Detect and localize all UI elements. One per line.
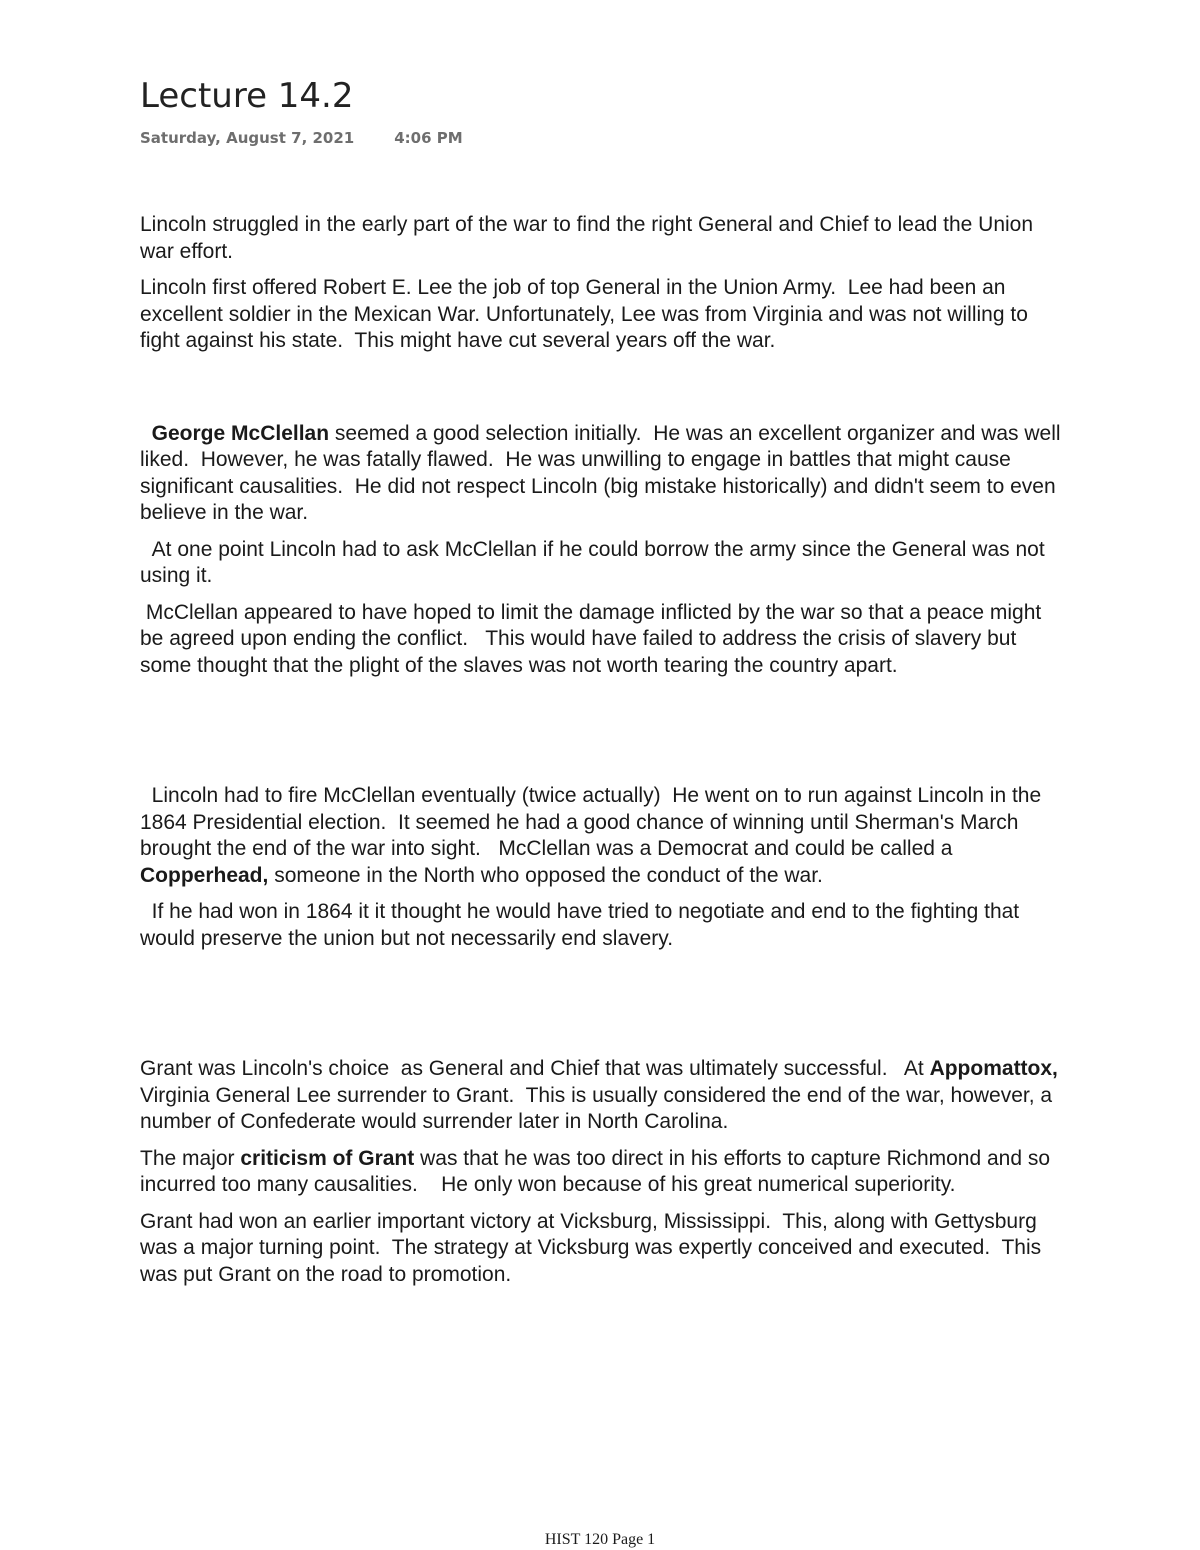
bold-term: criticism of Grant	[240, 1146, 415, 1170]
note-body	[140, 212, 1070, 1298]
paragraph	[140, 1056, 1070, 1136]
page-title: Lecture 14.2	[140, 76, 354, 116]
paragraph: Lincoln struggled in the early part of the war to find the right General and Chief to lead the Union war effort.	[140, 213, 1039, 263]
paragraph: At one point Lincoln had to ask McClellan if he could borrow the army since the General was not using it.	[140, 537, 1051, 587]
note-timestamp	[140, 126, 463, 150]
paragraph-text: was that he was too direct in his efforts to capture Richmond and so incurred too many causalities. He only won because of his great numerical superiority.	[140, 1146, 1056, 1196]
spacer	[140, 689, 1070, 783]
paragraph-text: The major	[140, 1146, 241, 1170]
spacer	[140, 962, 1070, 1056]
note-date: Saturday, August 7, 2021	[140, 129, 355, 147]
paragraph	[140, 421, 1070, 527]
bold-term: Appomattox,	[929, 1057, 1058, 1080]
page-footer: HIST 120 Page 1	[544, 1531, 656, 1548]
bold-term: George McClellan	[151, 421, 330, 445]
paragraph: Grant had won an earlier important victory at Vicksburg, Mississippi. This, along with Gettysburg was a major turning point. The strategy at Vicksburg was expertly conceived and executed. This was put Grant on the road to promotion.	[140, 1209, 1047, 1286]
paragraph-text	[140, 422, 152, 445]
bold-term: Copperhead,	[140, 863, 269, 887]
paragraph-text: Grant was Lincoln's choice as General and Chief that was ultimately successful. At	[140, 1057, 930, 1080]
note-time: 4:06 PM	[394, 129, 463, 147]
paragraph-text: seemed a good selection initially. He was an excellent organizer and was well liked. However, he was fatally flawed. He was unwilling to engage in battles that might cause significant causalities. He did not respect Lincoln (big mistake historically) and didn't seem to even believe in the war.	[140, 421, 1067, 524]
paragraph-text: someone in the North who opposed the conduct of the war.	[268, 863, 823, 887]
paragraph-text: Lincoln had to fire McClellan eventually (twice actually) He went on to run against Lincoln in the 1864 Presidential election. It seemed he had a good chance of winning until Sherman's March brought the end of the war into sight. McClellan was a Democrat and could be called a	[140, 784, 1047, 860]
paragraph: McClellan appeared to have hoped to limit the damage inflicted by the war so that a peace might be agreed upon ending the conflict. This would have failed to address the crisis of slavery but some thought that the plight of the slaves was not worth tearing the country apart.	[140, 600, 1048, 677]
paragraph: If he had won in 1864 it it thought he would have tried to negotiate and end to the fighting that would preserve the union but not necessarily end slavery.	[140, 900, 1025, 950]
paragraph	[140, 1146, 1070, 1199]
spacer	[140, 365, 1070, 421]
paragraph: Lincoln first offered Robert E. Lee the job of top General in the Union Army. Lee had been an excellent soldier in the Mexican War. Unfortunately, Lee was from Virginia and was not willing to fight against his state. This might have cut several years off the war.	[140, 276, 1034, 352]
paragraph	[140, 783, 1070, 889]
paragraph-text: Virginia General Lee surrender to Grant. This is usually considered the end of the war, however, a number of Confederate would surrender later in North Carolina.	[140, 1057, 1070, 1133]
